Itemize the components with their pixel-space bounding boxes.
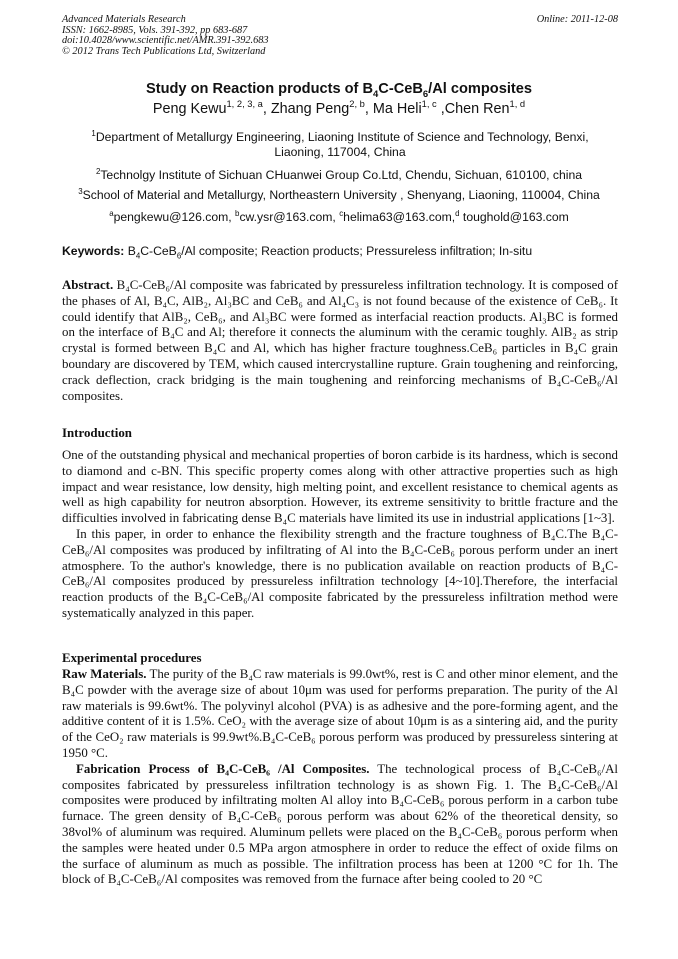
doi-line[interactable]: doi:10.4028/www.scientific.net/AMR.391-392.683 [62,35,269,46]
introduction-paragraph-1: One of the outstanding physical and mechanical properties of boron carbide is its hardness, which is second to diamond and c-BN. This specific property comes along with other attractive properties such as high impact and wear resistance, low density, high melting point, and excellent resistance to chemical agents as well as high capability for neutron absorption. However, its extreme sensitivity to brittle fracture and the difficulties involved in fabricating dense B₄C materials have limited its use in industrial applications [1~3]. [62,448,618,526]
keywords-sub: 6 [176,251,182,261]
affiliation-1-line-1: Department of Metallurgy Engineering, Liaoning Institute of Science and Technology, Benxi, [95,130,589,144]
online-date: Online: 2011-12-08 [536,14,618,25]
title-sub-1: 4 [373,88,379,100]
affiliation-sup: 3 [78,186,83,196]
affiliation-sup: 1 [91,128,96,138]
fabrication-text: The technological process of B₄C-CeB₆/Al composites fabricated by pressureless infiltration technology is as shown Fig. 1. The B₄C-CeB₆/Al composites were produced by infiltrating molten Al alloy into B₄C-CeB₆ porous perform in a carbon tube furnace. The green density of B₄C-CeB₆ porous perform was about 62% of the theoretical density, so 38vol% of aluminum was required. Aluminum pellets were placed on the B₄C-CeB₆ porous perform when the samples were heated under 0.5 MPa argon atmosphere in order to reduce the effect of oxide films on the surface of aluminum as much as possible. The infiltration process has been at 1200 °C for 1h. The block of B₄C-CeB₆/Al composites was removed from the furnace after being cooled to 20 °C [62,761,618,887]
journal-header [62,15,618,57]
author [445,101,525,117]
fabrication-paragraph [62,762,618,888]
keywords-text: B [124,244,136,258]
author-sep: , [262,101,271,117]
title-text-3: /Al composites [428,81,532,97]
author-sep: , [364,101,373,117]
raw-materials-label: Raw Materials. [62,667,147,681]
affiliation-1-line-2: Liaoning, 117004, China [274,145,406,159]
author [153,101,271,117]
keywords-text: /Al composite; Reaction products; Pressureless infiltration; In-situ [181,244,533,258]
issn-line: ISSN: 1662-8985, Vols. 391-392, pp 683-687 [62,24,248,36]
raw-materials-text: The purity of the B₄C raw materials is 99.0wt%, rest is C and other minor element, and the B₄C powder with the average size of about 10μm was used for performs preparation. The purity of the Al raw materials is 99.6wt%. The polyvinyl alcohol (PVA) is as adhesive and the pore-forming agent, and the additive content of it is 1.5%. CeO₂ with the average size of about 10μm is as a sintering aid, and the purity of the CeO₂ raw materials is 99.9wt%.B₄C-CeB₆ porous perform was produced by pressureless sintering at 1950 °C. [62,667,618,760]
author-sup: 2, b [349,99,365,110]
author [271,101,373,117]
author-name: Chen Ren [444,101,510,117]
affiliation-3-text: School of Material and Metallurgy, Northeastern University , Shenyang, Liaoning, 110004, China [82,188,600,202]
affiliation-sup: 2 [95,166,101,176]
author-list [0,101,678,117]
email-address[interactable]: pengkewu@126.com, [113,210,236,224]
introduction-paragraph-2: In this paper, in order to enhance the flexibility strength and the fracture toughness of B₄C.The B₄C-CeB₆/Al composites was produced by infiltrating of Al into the B₄C-CeB₆ porous perform under an inert atmosphere. To the author's knowledge, there is no publication available on reaction products of B₄C-CeB₆/Al composites produced by pressureless infiltration technology [4~10].Therefore, the interfacial reaction products of the B₄C-CeB₆/Al composite fabricated by the pressureless infiltration method were systematically analyzed in this paper. [62,526,618,620]
title-text-2: C-CeB [378,81,423,97]
introduction-body [62,448,618,622]
journal-name: Advanced Materials Research [62,14,186,25]
author-sup: 1, 2, 3, a [226,99,263,110]
experimental-body [62,667,618,888]
paper-title [0,81,678,100]
copyright-line: © 2012 Trans Tech Publications Ltd, Switzerland [62,45,266,57]
author-name: Zhang Peng [270,101,350,117]
affiliation-2 [40,168,638,183]
email-list [40,210,638,225]
affiliation-3 [30,188,648,203]
introduction-heading: Introduction [62,426,132,440]
author-name: Ma Heli [372,101,422,117]
raw-materials-paragraph [62,667,618,762]
fabrication-label: Fabrication Process of B₄C-CeB₆ /Al Composites. [76,761,370,776]
email-address[interactable]: toughold@163.com [459,210,569,224]
keywords-sub: 4 [135,251,141,261]
abstract-label: Abstract. [62,278,114,292]
abstract-text: B₄C-CeB₆/Al composite was fabricated by pressureless infiltration technology. It is composed of the phases of Al, B₄C, AlB₂, Al₃BC and CeB₆ and Al₄C₃ is not found because of the existence of CeB₆. It could identify that AlB₂, CeB₆, and Al₃BC were formed as interfacial reaction products. Al₃BC is formed on the interface of B₄C and Al; therefore it connects the aluminum with the ceramic toughly. AlB₂ as strip crystal is formed between B₄C and Al, which has higher fracture toughness.CeB₆ particles in B₄C grain boundary are discovered by TEM, which caused intercrystalline rupture. Grain toughening and reinforcing, crack deflection, crack bridging is the main toughening and reinforcing mechanisms of B₄C-CeB₆/Al composites. [62,278,618,403]
keywords-text: C-CeB [140,244,177,258]
keywords-label: Keywords: [62,244,125,258]
author-sep: , [436,101,445,117]
title-text-1: Study on Reaction products of B [146,81,374,97]
email-sup: d [455,208,460,218]
email-address[interactable]: helima63@163.com, [343,210,456,224]
abstract [62,278,618,404]
author [373,101,445,117]
email-sup: a [109,208,114,218]
author-sup: 1, d [509,99,526,110]
email-sup: c [339,208,344,218]
email-sup: b [235,208,240,218]
author-name: Peng Kewu [152,101,227,117]
affiliation-1 [62,130,618,160]
title-sub-2: 6 [422,88,429,100]
affiliation-2-text: Technolgy Institute of Sichuan CHuanwei Group Co.Ltd, Chendu, Sichuan, 610100, china [100,168,583,182]
author-sup: 1, c [421,99,437,110]
keywords [62,244,618,261]
email-address[interactable]: cw.ysr@163.com, [239,210,340,224]
experimental-heading: Experimental procedures [62,651,202,665]
